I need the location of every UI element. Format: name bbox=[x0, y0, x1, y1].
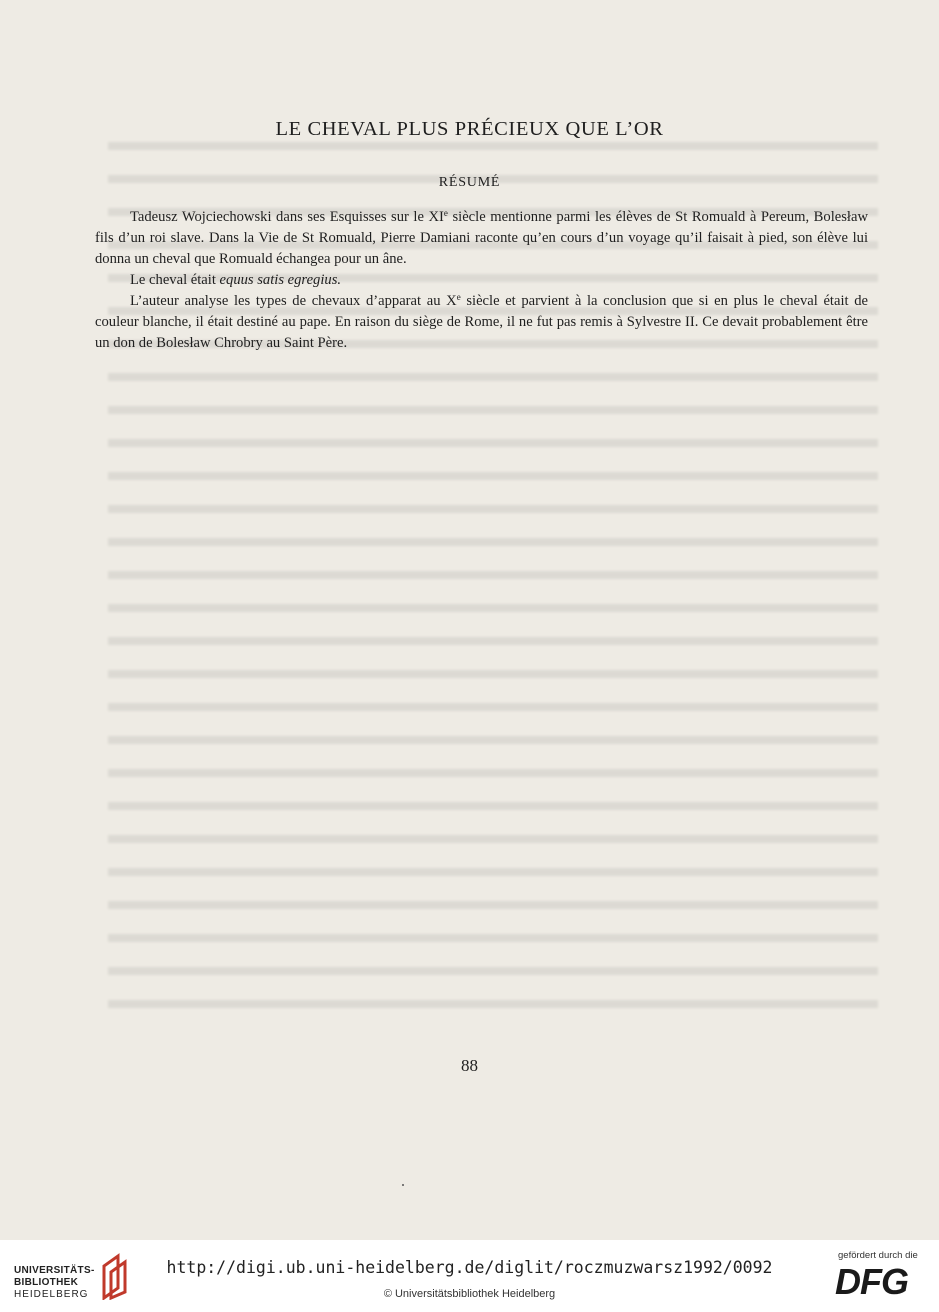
summary-heading: RÉSUMÉ bbox=[438, 175, 501, 190]
library-name-line-3: HEIDELBERG bbox=[14, 1289, 89, 1300]
page-number: 88 bbox=[461, 1056, 478, 1075]
funding-label: gefördert durch die bbox=[838, 1250, 918, 1261]
copyright-notice: © Universitätsbibliothek Heidelberg bbox=[383, 1288, 556, 1300]
permalink-url[interactable]: http://digi.ub.uni-heidelberg.de/diglit/roczmuzwarsz1992/0092 bbox=[166, 1258, 773, 1277]
library-name-line-1: UNIVERSITÄTS- bbox=[14, 1265, 95, 1276]
article-title: LE CHEVAL PLUS PRÉCIEUX QUE L’OR bbox=[275, 118, 664, 140]
library-name-line-2: BIBLIOTHEK bbox=[14, 1277, 79, 1288]
paragraph-1: Tadeusz Wojciechowski dans ses Esquisses sur le XIe siècle mentionne parmi les élèves de St Romuald à Pereum, Bolesław fils d’un roi slave. Dans la Vie de St Romuald, Pierre Damiani raconte qu’en cours d’un voyage qu’il faisait à pied, son élève lui donna un cheval que Romuald échangea pour un âne. bbox=[95, 208, 868, 267]
summary-body bbox=[95, 207, 868, 354]
paragraph-2: Le cheval était equus satis egregius. bbox=[130, 272, 342, 288]
scan-speck bbox=[402, 1184, 404, 1186]
dfg-logo: DFG bbox=[835, 1261, 908, 1302]
paragraph-3: L’auteur analyse les types de chevaux d’apparat au Xe siècle et parvient à la conclusion que si en plus le cheval était de couleur blanche, il était destiné au pape. En raison du siège de Rome, il ne fut pas remis à Sylvestre II. Ce devait probablement être un don de Bolesław Chrobry au Saint Père. bbox=[95, 292, 869, 351]
